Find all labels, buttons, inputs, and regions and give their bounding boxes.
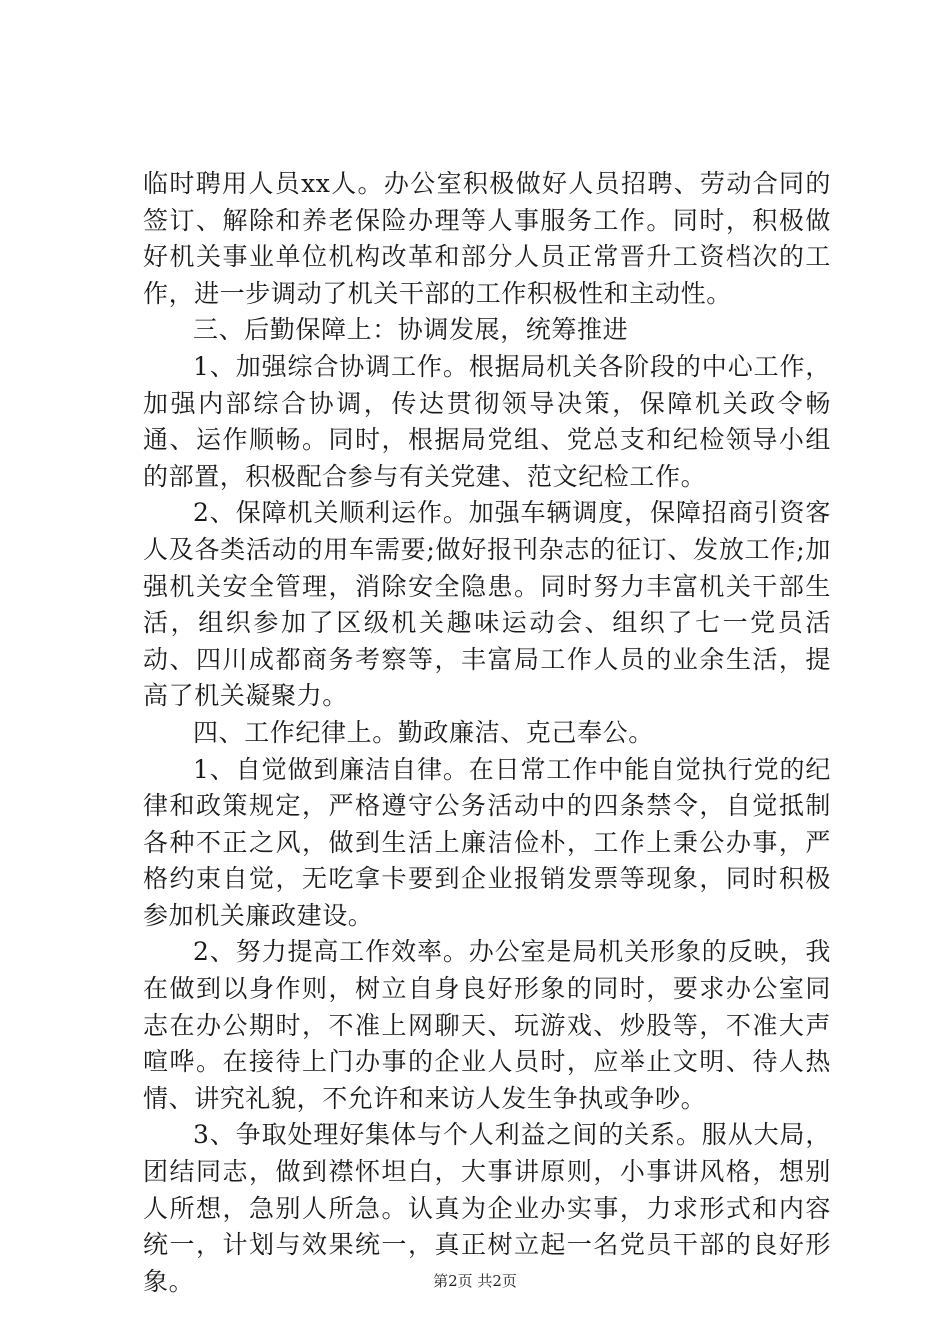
paragraph-operations: 2、保障机关顺利运作。加强车辆调度，保障招商引资客人及各类活动的用车需要;做好报刊杂志的征订、发放工作;加强机关安全管理，消除安全隐患。同时努力丰富机关干部生活，组织参加了区级机关趣味运动会、组织了七一党员活动、四川成都商务考察等，丰富局工作人员的业余生活，提高了机关凝聚力。: [143, 498, 831, 711]
page-footer: 第2页 共2页: [433, 1272, 517, 1290]
paragraph-integrity: 1、自觉做到廉洁自律。在日常工作中能自觉执行党的纪律和政策规定，严格遵守公务活动中的四条禁令，自觉抵制各种不正之风，做到生活上廉洁俭朴，工作上秉公办事，严格约束自觉，无吃拿卡要到企业报销发票等现象，同时积极参加机关廉政建设。: [143, 754, 831, 930]
section-heading-discipline: 四、工作纪律上。勤政廉洁、克己奉公。: [193, 717, 654, 747]
document-body: [143, 166, 831, 1300]
paragraph-continuation: 临时聘用人员xx人。办公室积极做好人员招聘、劳动合同的签订、解除和养老保险办理等人事服务工作。同时，积极做好机关事业单位机构改革和部分人员正常晋升工资档次的工作，进一步调动了机关干部的工作积极性和主动性。: [143, 169, 831, 308]
section-heading-logistics: 三、后勤保障上：协调发展，统筹推进: [193, 315, 629, 345]
paragraph-relations: 3、争取处理好集体与个人利益之间的关系。服从大局，团结同志，做到襟怀坦白，大事讲原则，小事讲风格，想别人所想，急别人所急。认真为企业办实事，力求形式和内容统一，计划与效果统一，真正树立起一名党员干部的良好形象。: [143, 1120, 831, 1296]
paragraph-efficiency: 2、努力提高工作效率。办公室是局机关形象的反映，我在做到以身作则，树立自身良好形象的同时，要求办公室同志在办公期时，不准上网聊天、玩游戏、炒股等，不准大声喧哗。在接待上门办事的企业人员时，应举止文明、待人热情、讲究礼貌，不允许和来访人发生争执或争吵。: [143, 937, 831, 1113]
paragraph-coordination: 1、加强综合协调工作。根据局机关各阶段的中心工作，加强内部综合协调，传达贯彻领导决策，保障机关政令畅通、运作顺畅。同时，根据局党组、党总支和纪检领导小组的部置，积极配合参与有关党建、范文纪检工作。: [143, 351, 831, 491]
